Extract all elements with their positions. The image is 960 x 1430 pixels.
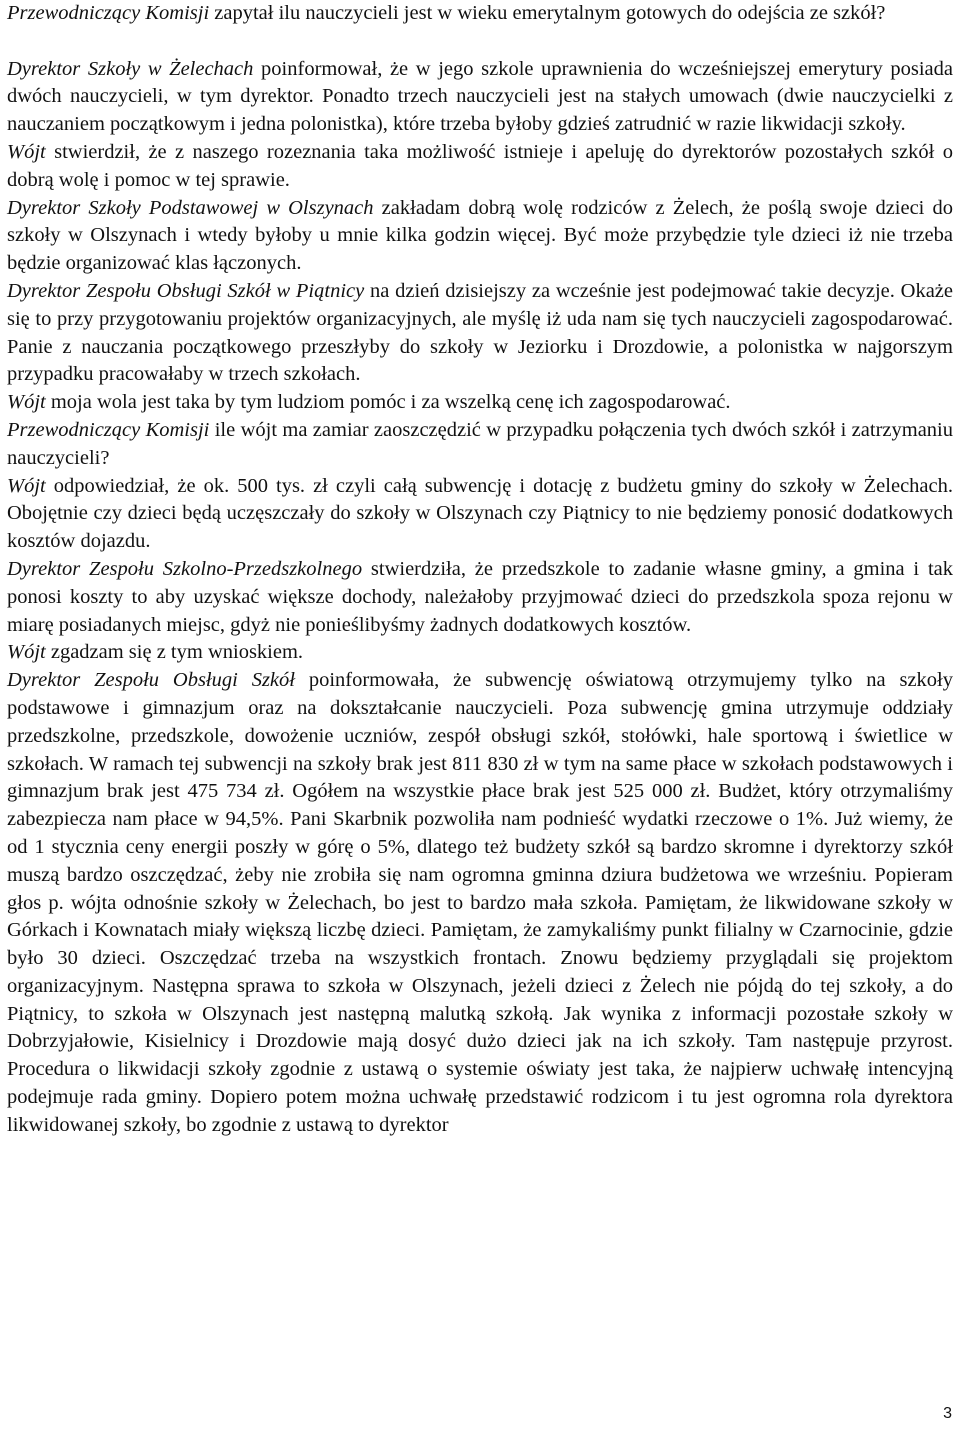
paragraph-text: zakładam dobrą wolę rodziców z Żelech, że poślą swoje dzieci do szkoły w Olszynach i wtedy byłoby u mnie kilka godzin więcej. Być może przybędzie tyle dzieci iż nie trzeba będzie organizować klas łączonych. [7,196,954,275]
paragraph-mayor-answer [7,473,953,556]
speaker-label: Dyrektor Szkoły w Żelechach [7,57,254,80]
paragraph-text: stwierdził, że z naszego rozeznania taka możliwość istnieje i apeluję do dyrektorów pozostałych szkół o dobrą wolę i pomoc w tej sprawie. [7,140,953,191]
speaker-label: Wójt [7,641,46,664]
paragraph-mayor-appeal [7,139,953,195]
speaker-label: Dyrektor Zespołu Obsługi Szkół [7,669,295,692]
document-body [7,0,953,1140]
paragraph-text: poinformował, że w jego szkole uprawnienia do wcześniejszej emerytury posiada dwóch nauczycieli, w tym dyrektor. Ponadto trzech nauczycieli jest na stałych umowach (dwie nauczycielki z nauczaniem początkowym i jedna polonistka), które trzeba byłoby gdzieś zatrudnić w razie likwidacji szkoły. [7,57,954,136]
paragraph-preschool-director [7,556,953,639]
paragraph-text: odpowiedział, że ok. 500 tys. zł czyli całą subwencję i dotację z budżetu gminy do szkoły w Żelechach. Obojętnie czy dzieci będą uczęszczały do szkoły w Olszynach czy Piątnicy to nie będziemy ponosić dodatkowych kosztów dojazdu. [7,474,953,553]
paragraph-olszyny-director [7,195,953,278]
page-number: 3 [943,1405,952,1422]
paragraph-mayor-will [7,389,953,417]
paragraph-piatnica-director [7,278,953,389]
speaker-label: Przewodniczący Komisji [7,418,210,441]
speaker-label: Wójt [7,474,46,497]
paragraph-zelechy-director [7,56,953,139]
paragraph-chair-question [7,0,953,28]
paragraph-text: zapytał ilu nauczycieli jest w wieku emerytalnym gotowych do odejścia ze szkół? [209,2,886,24]
paragraph-text: moja wola jest taka by tym ludziom pomóc i za wszelką cenę ich zagospodarować. [45,391,731,414]
speaker-label: Dyrektor Zespołu Szkolno-Przedszkolnego [7,557,363,580]
paragraph-chair-savings [7,417,953,473]
paragraph-text: na dzień dzisiejszy za wcześnie jest podejmować takie decyzje. Okaże się to przy przygotowaniu projektów organizacyjnych, ale myślę iż uda nam się tych nauczycieli zagospodarować. Panie z nauczania początkowego przeszłyby do szkoły w Jeziorku i Drozdowie, a polonistka w najgorszym przypadku pracowałaby w trzech szkołach. [7,279,953,386]
paragraph-text: stwierdziła, że przedszkole to zadanie własne gminy, a gmina i tak ponosi koszty to aby uzyskać większe dochody, należałoby przyjmować dzieci do przedszkola spoza rejonu w miarę posiadanych miejsc, gdyż nie ponieślibyśmy żadnych dodatkowych kosztów. [7,557,953,636]
paragraph-text: ile wójt ma zamiar zaoszczędzić w przypadku połączenia tych dwóch szkół i zatrzymaniu nauczycieli? [7,418,953,469]
speaker-label: Wójt [7,140,46,163]
speaker-label: Dyrektor Zespołu Obsługi Szkół w Piątnicy [7,279,365,302]
speaker-label: Wójt [7,391,46,414]
speaker-label: Dyrektor Szkoły Podstawowej w Olszynach [7,196,374,219]
speaker-label: Przewodniczący Komisji [7,2,210,24]
paragraph-school-services-director [7,667,953,1140]
paragraph-mayor-agree [7,639,953,667]
paragraph-text: poinformowała, że subwencję oświatową otrzymujemy tylko na szkoły podstawowe i gimnazjum oraz na dokształcanie nauczycieli. Poza subwencję gmina utrzymuje oddziały przedszkolne, przedszkole, dowożenie uczniów, zespół obsługi szkół, stołówki, hale sportową i świetlice w szkołach. W ramach tej subwencji na szkoły brak jest 811 830 zł w tym na same płace w szkołach podstawowych i gimnazjum brak jest 475 734 zł. Ogółem na wszystkie płace brak jest 525 000 zł. Budżet, który otrzymaliśmy zabezpiecza nam płace w 94,5%. Pani Skarbnik pozwoliła nam podnieść wydatki rzeczowe o 1%. Już wiemy, że od 1 stycznia ceny energii poszły w górę o 5%, dlatego też budżety szkół są bardzo skromne i dyrektorzy szkół muszą bardzo oszczędzać, żeby nie zrobiła się nam ogromna gminna dziura budżetowa we wrześniu. Popieram głos p. wójta odnośnie szkoły w Żelechach, bo jest to bardzo mała szkoła. Pamiętam, że likwidowane szkoły w Górkach i Kownatach miały większą liczbę dzieci. Pamiętam, że zamykaliśmy punkt filialny w Czarnocinie, gdzie było 30 dzieci. Oszczędzać trzeba na wszystkich frontach. Znowu będziemy przyglądali się projektom organizacyjnym. Następna sprawa to szkoła w Olszynach, jeżeli dzieci z Żelech nie pójdą do tej szkoły, a do Piątnicy, to szkoła w Olszynach jest następną malutką szkołą. Jak wynika z informacji pozostałe szkoły w Dobrzyjałowie, Kisielnicy i Drozdowie mają dosyć dużo dzieci jak na ich szkoły. Tam następuje przyrost. Procedura o likwidacji szkoły zgodnie z ustawą o systemie oświaty jest taka, że najpierw uchwałę intencyjną podejmuje rada gminy. Dopiero potem można uchwałę przedstawić rodzicom i tu jest ogromna rola dyrektora likwidowanej szkoły, bo zgodnie z ustawą to dyrektor [7,669,953,1136]
paragraph-text: zgadzam się z tym wnioskiem. [45,641,304,664]
